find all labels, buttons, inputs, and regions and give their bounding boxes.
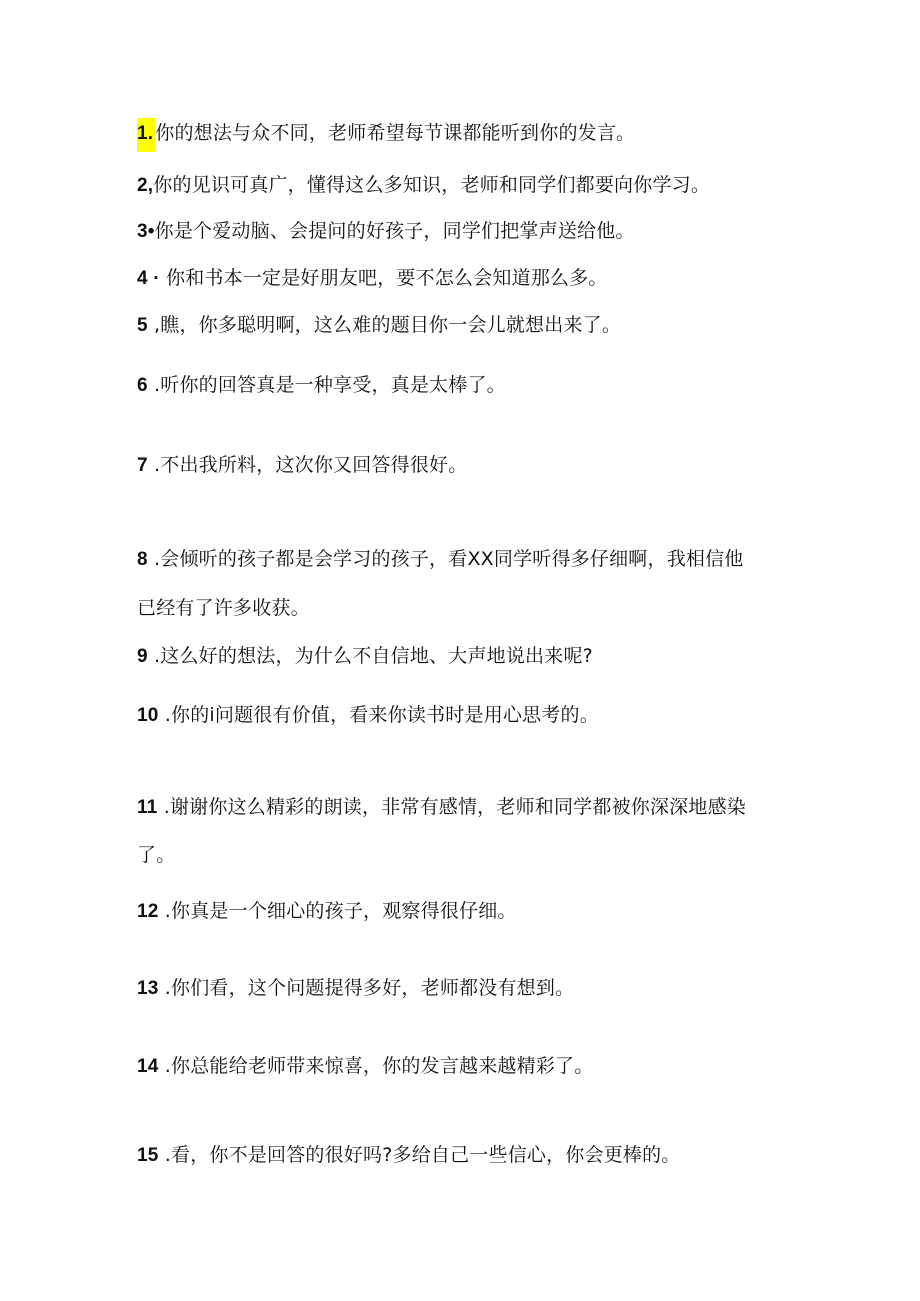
item-text: 你是个爱动脑、会提问的好孩子，同学们把掌声送给他。: [154, 220, 635, 242]
item-number-highlighted: 1.: [137, 118, 155, 152]
item-number: 11: [137, 797, 158, 818]
item-text: .谢谢你这么精彩的朗读，非常有感情，老师和同学都被你深深地感染: [157, 796, 746, 818]
list-item: [137, 976, 574, 1001]
item-number: 12: [137, 901, 159, 922]
list-item: [137, 899, 517, 924]
list-item: [137, 173, 710, 198]
item-number: 6: [137, 375, 148, 396]
item-number: 4 ·: [137, 268, 160, 289]
list-item: [137, 121, 635, 152]
item-text: .你总能给老师带来惊喜，你的发言越来越精彩了。: [158, 1055, 594, 1077]
item-text: .这么好的想法，为什么不自信地、大声地说出来呢?: [147, 645, 593, 667]
list-item-continuation: [137, 596, 310, 621]
item-number: 14: [137, 1056, 159, 1077]
item-number: 5: [137, 315, 148, 336]
item-number: 13: [137, 978, 159, 999]
list-item: [137, 313, 621, 338]
item-text: .看，你不是回答的很好吗?多给自己一些信心，你会更棒的。: [158, 1144, 681, 1166]
item-text: .会倾听的孩子都是会学习的孩子，看XX同学听得多仔细啊，我相信他: [147, 548, 744, 570]
list-item: [137, 547, 744, 572]
item-text: .不出我所料，这次你又回答得很好。: [147, 454, 468, 476]
list-item: [137, 1054, 593, 1079]
list-item-continuation: [137, 843, 175, 868]
item-text: 已经有了许多收获。: [137, 597, 310, 619]
list-item: [137, 453, 467, 478]
item-number: 2,: [137, 175, 154, 196]
item-number: 15: [137, 1145, 159, 1166]
list-item: [137, 266, 608, 291]
item-number: 10: [137, 705, 159, 726]
item-text: .你真是一个细心的孩子，观察得很仔细。: [158, 900, 517, 922]
item-text: .你们看，这个问题提得多好，老师都没有想到。: [158, 977, 575, 999]
item-text: 了。: [137, 844, 176, 866]
list-item: [137, 795, 746, 820]
item-text: 你的想法与众不同，老师希望每节课都能听到你的发言。: [155, 122, 636, 144]
item-text: .你的i问题很有价值，看来你读书时是用心思考的。: [158, 704, 599, 726]
list-item: [137, 219, 635, 244]
item-text: 你和书本一定是好朋友吧，要不怎么会知道那么多。: [159, 267, 608, 289]
item-number: 3•: [137, 221, 155, 242]
item-text: .听你的回答真是一种享受，真是太棒了。: [147, 374, 506, 396]
list-item: [137, 1143, 681, 1168]
item-text: 你的见识可真广，懂得这么多知识，老师和同学们都要向你学习。: [153, 174, 711, 196]
item-number: 8: [137, 549, 148, 570]
item-text: ,瞧，你多聪明啊，这么难的题目你一会儿就想出来了。: [147, 314, 622, 336]
item-number: 9: [137, 646, 148, 667]
list-item: [137, 373, 506, 398]
list-item: [137, 703, 599, 728]
item-number: 7: [137, 455, 148, 476]
list-item: [137, 644, 593, 669]
